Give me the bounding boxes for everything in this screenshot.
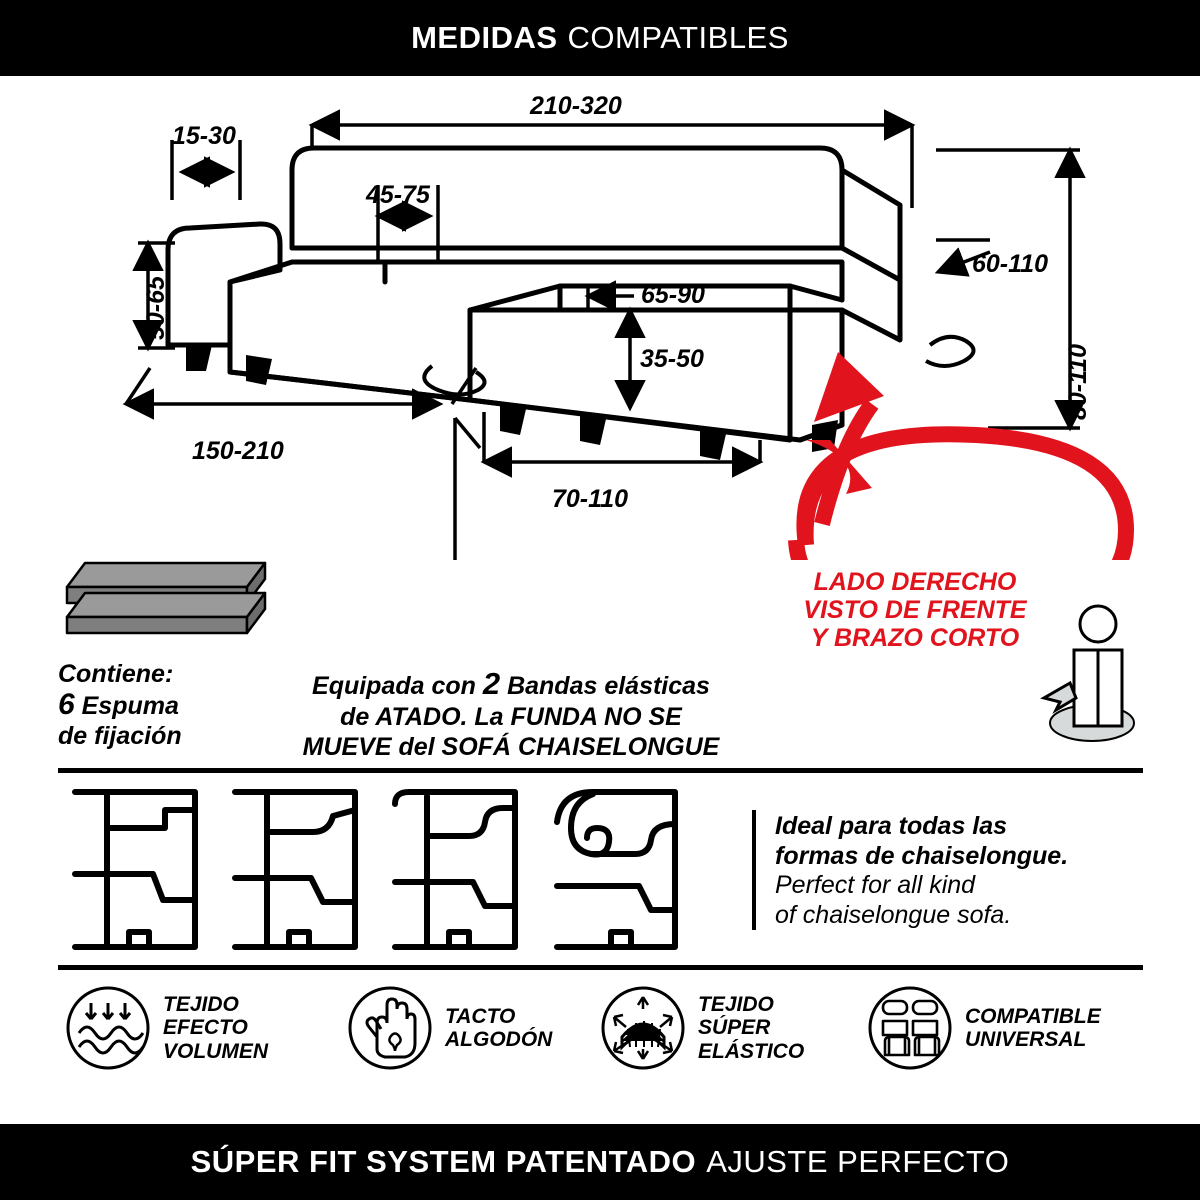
person-view-icon	[1030, 598, 1150, 748]
bands-part1: Equipada con	[312, 672, 483, 700]
volume-effect-icon	[65, 985, 151, 1071]
measure-chaise-width: 65-90	[641, 281, 705, 309]
arm-shapes-icons	[45, 782, 735, 967]
elastic-fabric-icon	[600, 985, 686, 1071]
feature-volume-label	[163, 993, 268, 1062]
ideal-text	[775, 812, 1105, 930]
bands-line3: MUEVE del SOFÁ CHAISELONGUE	[302, 733, 720, 762]
measure-back-height-small: 45-75	[366, 181, 430, 209]
feature-volume-line3: VOLUMEN	[163, 1039, 268, 1063]
callout-text	[770, 568, 1060, 652]
feature-volume-line2: EFECTO	[163, 1016, 248, 1040]
feature-volume-line1: TEJIDO	[163, 993, 239, 1017]
callout-line2: VISTO DE FRENTE	[803, 596, 1027, 624]
contains-line2: Espuma	[74, 692, 179, 720]
feature-elastic-line3: ELÁSTICO	[698, 1039, 805, 1063]
feature-elastic	[600, 985, 804, 1071]
feature-elastic-label	[698, 993, 804, 1062]
feature-universal-line2: UNIVERSAL	[965, 1028, 1087, 1051]
measure-arm-height: 50-65	[142, 276, 170, 340]
bands-part2: Bandas elásticas	[500, 672, 710, 700]
ideal-es-line1: Ideal para todas las	[775, 812, 1008, 840]
divider-bottom	[58, 965, 1143, 970]
footer-title-bold: SÚPER FIT SYSTEM PATENTADO	[190, 1144, 697, 1179]
divider-top	[58, 768, 1143, 773]
feature-cotton-line1: TACTO	[445, 1004, 516, 1028]
bands-count: 2	[482, 666, 501, 701]
feature-universal-label	[965, 1005, 1101, 1051]
footer-bar	[0, 1124, 1200, 1200]
feature-universal-line1: COMPATIBLE	[965, 1004, 1101, 1028]
feature-cotton-line2: ALGODÓN	[445, 1028, 553, 1051]
measure-arm-width: 15-30	[172, 122, 236, 150]
feature-universal	[867, 985, 1101, 1071]
divider-vertical	[752, 810, 756, 930]
measure-seat-width: 150-210	[192, 437, 284, 465]
callout-line1: LADO DERECHO	[813, 568, 1017, 596]
hand-cotton-icon	[347, 985, 433, 1071]
features-row	[55, 985, 1150, 1100]
measure-seat-depth-right: 60-110	[972, 250, 1048, 278]
ideal-en-line2: of chaiselongue sofa.	[775, 900, 1012, 929]
ideal-en-line1: Perfect for all kind	[775, 871, 976, 899]
feature-cotton	[347, 985, 552, 1071]
footer-title-light: AJUSTE PERFECTO	[706, 1144, 1010, 1179]
measure-chaise-seat-height: 35-50	[640, 345, 704, 373]
header-title-light: COMPATIBLES	[567, 20, 789, 55]
contains-line3: de fijación	[58, 721, 182, 750]
feature-elastic-line1: TEJIDO	[698, 993, 774, 1017]
header-title-bold: MEDIDAS	[411, 20, 558, 55]
measure-chaise-depth: 70-110	[552, 485, 628, 513]
universal-compatible-icon	[867, 985, 953, 1071]
measure-total-height: 80-110	[1064, 344, 1092, 420]
contains-text	[58, 660, 273, 750]
bands-line2: de ATADO. La FUNDA NO SE	[340, 703, 682, 732]
foam-pieces-icon	[55, 545, 270, 650]
feature-volume	[65, 985, 268, 1071]
contains-line1: Contiene:	[58, 660, 174, 688]
sofa-diagram	[0, 0, 1200, 560]
feature-elastic-line2: SÚPER	[698, 1016, 771, 1040]
callout-line3: Y BRAZO CORTO	[810, 624, 1020, 652]
feature-cotton-label	[445, 1005, 552, 1051]
ideal-es-line2: formas de chaiselongue.	[775, 841, 1069, 870]
bands-text	[276, 665, 746, 762]
contains-count: 6	[58, 688, 75, 721]
measure-total-width: 210-320	[530, 92, 622, 120]
